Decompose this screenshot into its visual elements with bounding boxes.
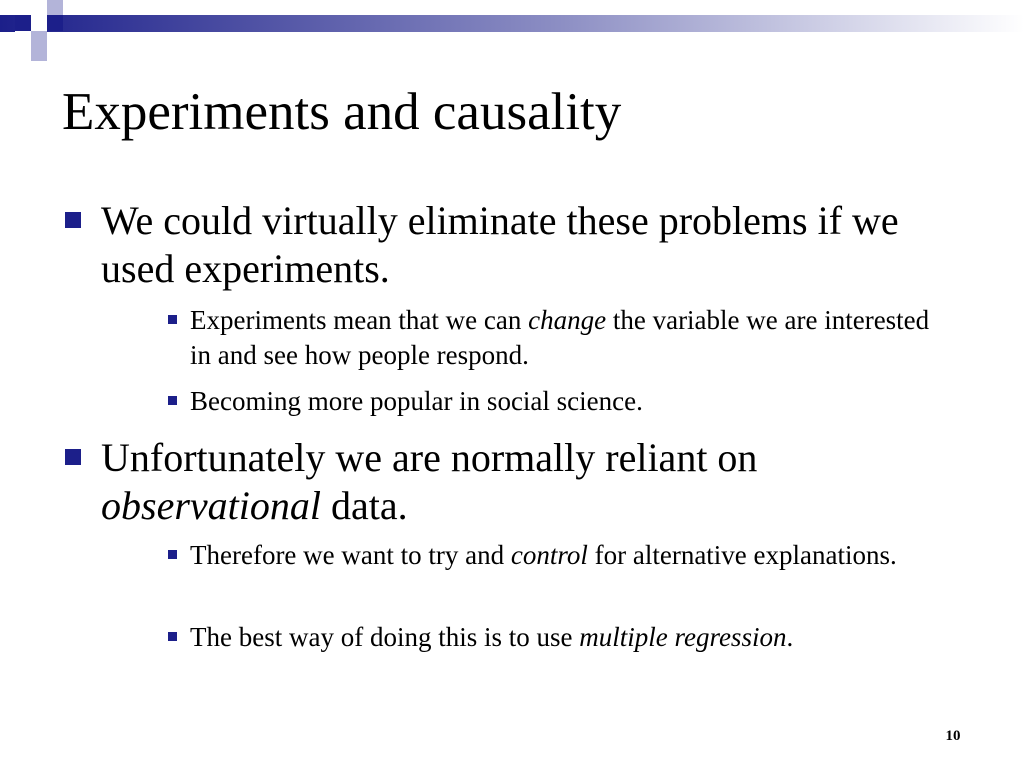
sub-bullet-item <box>190 384 950 419</box>
sub-bullet-text-start: The best way of doing this is to use <box>190 622 580 652</box>
bullet-text-start: Unfortunately we are normally reliant on <box>101 435 758 480</box>
header-gradient-bar <box>0 15 1024 32</box>
sub-bullet-text-end: the variable we are interested in and see how people respond. <box>190 305 930 370</box>
sub-bullet-item <box>190 620 950 655</box>
bullet-text: We could virtually eliminate these problems if we used experiments. <box>101 198 899 291</box>
bullet-item <box>101 197 971 293</box>
deco-square-light <box>15 31 31 47</box>
sub-bullet-text: Becoming more popular in social science. <box>190 386 643 416</box>
deco-square-light <box>31 15 47 31</box>
deco-square-mid <box>47 0 63 16</box>
sub-bullet-emphasis: change <box>528 305 607 335</box>
sub-bullet-text-end: for alternative explanations. <box>587 540 897 570</box>
sub-bullet-marker-icon <box>168 396 177 405</box>
bullet-item <box>101 434 971 530</box>
sub-bullet-marker-icon <box>168 550 177 559</box>
deco-square-mid <box>31 47 47 61</box>
sub-bullet-item <box>190 538 950 573</box>
bullet-marker-icon <box>65 449 81 465</box>
sub-bullet-emphasis: multiple regression <box>579 622 787 652</box>
deco-square-dark <box>47 15 63 31</box>
bullet-text-end: data. <box>320 483 408 528</box>
sub-bullet-emphasis: control <box>510 540 588 570</box>
sub-bullet-text-start: Experiments mean that we can <box>190 305 529 335</box>
sub-bullet-item <box>190 303 950 373</box>
sub-bullet-marker-icon <box>168 632 177 641</box>
slide-title: Experiments and causality <box>62 83 622 141</box>
bullet-marker-icon <box>65 212 81 228</box>
page-number: 10 <box>945 728 961 744</box>
sub-bullet-marker-icon <box>168 315 177 324</box>
sub-bullet-text-end: . <box>786 622 794 652</box>
deco-square-mid <box>31 31 47 47</box>
sub-bullet-text-start: Therefore we want to try and <box>190 540 511 570</box>
header-decoration <box>0 0 1024 70</box>
bullet-emphasis: observational <box>101 483 321 528</box>
deco-square-dark <box>15 15 31 31</box>
